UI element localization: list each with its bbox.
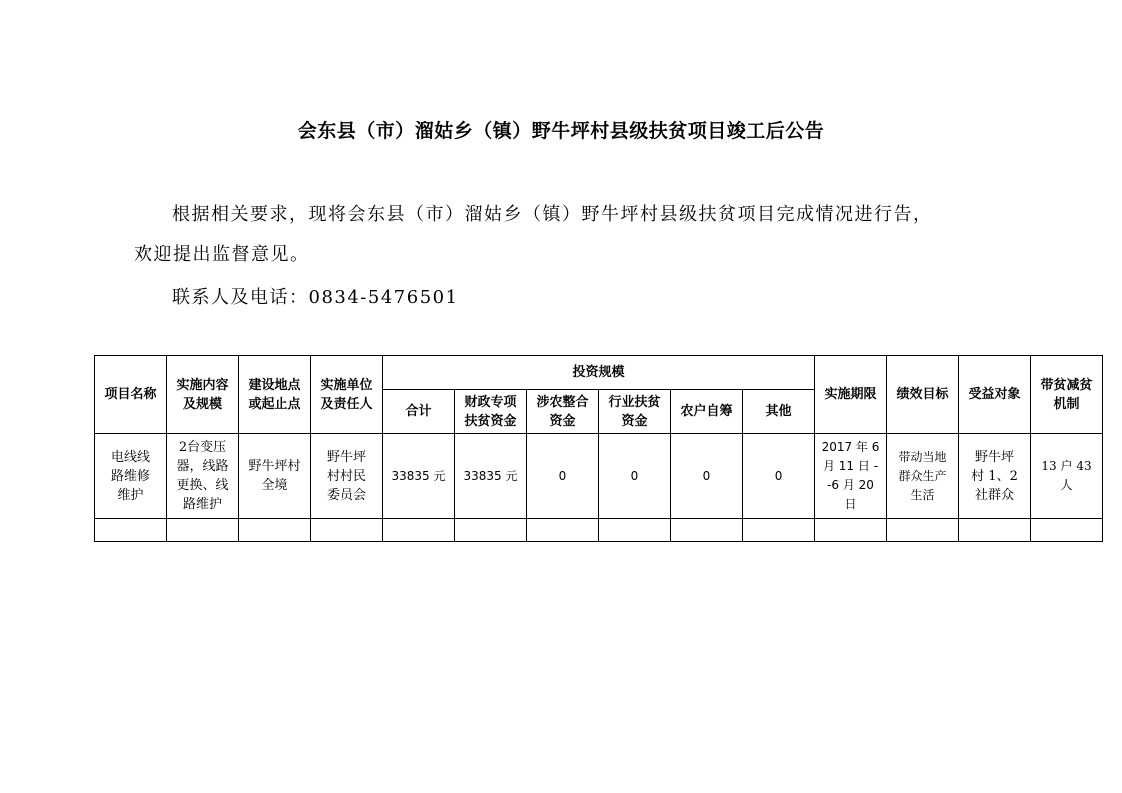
header-goal: 绩效目标	[887, 356, 959, 434]
page-title: 会东县（市）溜姑乡（镇）野牛坪村县级扶贫项目竣工后公告	[297, 120, 825, 142]
header-investment: 投资规模	[383, 356, 815, 390]
cell-agri: 0	[527, 434, 599, 519]
empty-cell	[1031, 519, 1103, 542]
empty-cell	[815, 519, 887, 542]
empty-cell	[743, 519, 815, 542]
empty-cell	[959, 519, 1031, 542]
empty-cell	[671, 519, 743, 542]
cell-goal: 带动当地群众生产生活	[887, 434, 959, 519]
empty-cell	[455, 519, 527, 542]
cell-mechanism: 13 户 43 人	[1031, 434, 1103, 519]
empty-cell	[527, 519, 599, 542]
cell-fiscal: 33835 元	[455, 434, 527, 519]
empty-cell	[887, 519, 959, 542]
intro-paragraph-line-2: 欢迎提出监督意见。	[134, 244, 310, 265]
subheader-farmer: 农户自筹	[671, 390, 743, 434]
cell-other: 0	[743, 434, 815, 519]
header-mechanism: 带贫减贫机制	[1031, 356, 1103, 434]
header-beneficiary: 受益对象	[959, 356, 1031, 434]
empty-cell	[383, 519, 455, 542]
contact-line: 联系人及电话：0834-5476501	[172, 287, 459, 308]
cell-location: 野牛坪村全境	[239, 434, 311, 519]
empty-cell	[599, 519, 671, 542]
cell-total: 33835 元	[383, 434, 455, 519]
cell-content: 2台变压器，线路更换、线路维护	[167, 434, 239, 519]
cell-industry: 0	[599, 434, 671, 519]
cell-unit: 野牛坪村村民委员会	[311, 434, 383, 519]
header-unit: 实施单位及责任人	[311, 356, 383, 434]
subheader-other: 其他	[743, 390, 815, 434]
header-location: 建设地点或起止点	[239, 356, 311, 434]
subheader-total: 合计	[383, 390, 455, 434]
table-row	[95, 434, 1103, 519]
cell-project-name: 电线线路维修维护	[95, 434, 167, 519]
table-row-empty	[95, 519, 1103, 542]
header-project-name: 项目名称	[95, 356, 167, 434]
empty-cell	[311, 519, 383, 542]
subheader-agri: 涉农整合资金	[527, 390, 599, 434]
empty-cell	[95, 519, 167, 542]
cell-beneficiary: 野牛坪村 1、2 社群众	[959, 434, 1031, 519]
subheader-industry: 行业扶贫资金	[599, 390, 671, 434]
project-table	[94, 355, 1103, 542]
cell-period: 2017 年 6 月 11 日 --6 月 20 日	[815, 434, 887, 519]
cell-farmer: 0	[671, 434, 743, 519]
header-period: 实施期限	[815, 356, 887, 434]
empty-cell	[239, 519, 311, 542]
subheader-fiscal: 财政专项扶贫资金	[455, 390, 527, 434]
header-content: 实施内容及规模	[167, 356, 239, 434]
intro-paragraph-line-1: 根据相关要求，现将会东县（市）溜姑乡（镇）野牛坪村县级扶贫项目完成情况进行告，	[172, 204, 933, 225]
empty-cell	[167, 519, 239, 542]
